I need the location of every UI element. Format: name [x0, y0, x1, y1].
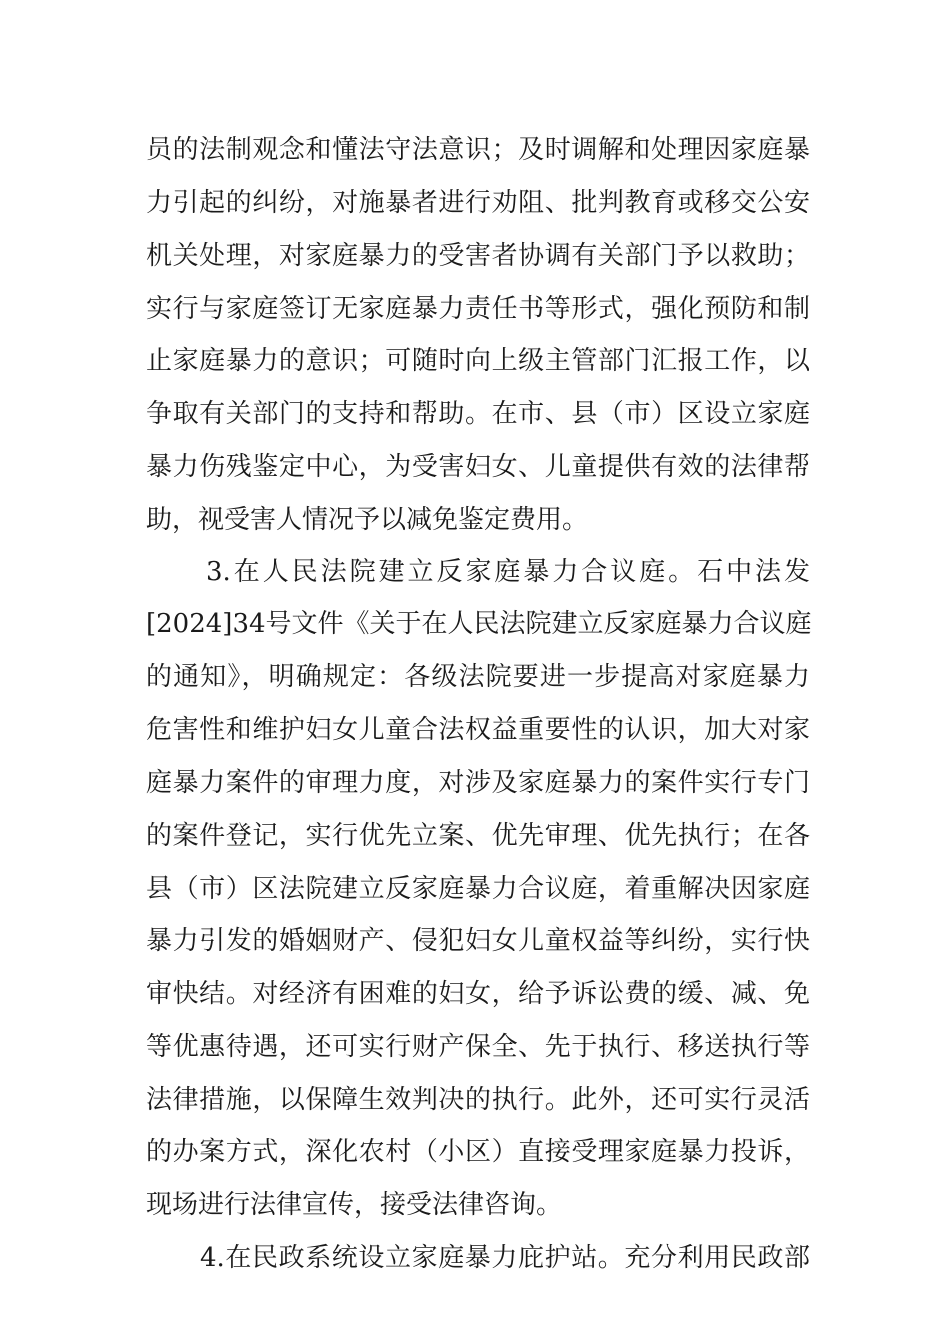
text-line: 员的法制观念和懂法守法意识；及时调解和处理因家庭暴: [146, 135, 810, 165]
text-line: 暴力伤残鉴定中心，为受害妇女、儿童提供有效的法律帮: [146, 452, 810, 482]
text-line: 审快结。对经济有困难的妇女，给予诉讼费的缓、减、免: [146, 979, 810, 1009]
text-line: 暴力引发的婚姻财产、侵犯妇女儿童权益等纠纷，实行快: [146, 926, 810, 956]
text-line: 庭暴力案件的审理力度，对涉及家庭暴力的案件实行专门: [146, 768, 810, 798]
text-line: 力引起的纠纷，对施暴者进行劝阻、批判教育或移交公安: [146, 188, 810, 218]
text-line: 的办案方式，深化农村（小区）直接受理家庭暴力投诉，: [146, 1137, 810, 1167]
text-line: 实行与家庭签订无家庭暴力责任书等形式，强化预防和制: [146, 294, 810, 324]
text-line: 县（市）区法院建立反家庭暴力合议庭，着重解决因家庭: [146, 874, 810, 904]
text-line: 危害性和维护妇女儿童合法权益重要性的认识，加大对家: [146, 715, 810, 745]
text-line: 的案件登记，实行优先立案、优先审理、优先执行；在各: [146, 821, 810, 851]
text-line: 止家庭暴力的意识；可随时向上级主管部门汇报工作，以: [146, 346, 810, 376]
text-line: 等优惠待遇，还可实行财产保全、先于执行、移送执行等: [146, 1032, 810, 1062]
text-line: 法律措施，以保障生效判决的执行。此外，还可实行灵活: [146, 1085, 810, 1115]
text-line: 机关处理，对家庭暴力的受害者协调有关部门予以救助；: [146, 241, 810, 271]
text-line: 争取有关部门的支持和帮助。在市、县（市）区设立家庭: [146, 399, 810, 429]
text-line: 助，视受害人情况予以减免鉴定费用。: [146, 505, 589, 535]
text-line: 4.在民政系统设立家庭暴力庇护站。充分利用民政部: [200, 1243, 810, 1273]
text-line: 3.在人民法院建立反家庭暴力合议庭。石中法发: [206, 557, 810, 587]
text-line: [2024]34号文件《关于在人民法院建立反家庭暴力合议庭: [146, 609, 812, 639]
text-line: 的通知》，明确规定：各级法院要进一步提高对家庭暴力: [146, 662, 810, 692]
text-line: 现场进行法律宣传，接受法律咨询。: [146, 1190, 563, 1220]
